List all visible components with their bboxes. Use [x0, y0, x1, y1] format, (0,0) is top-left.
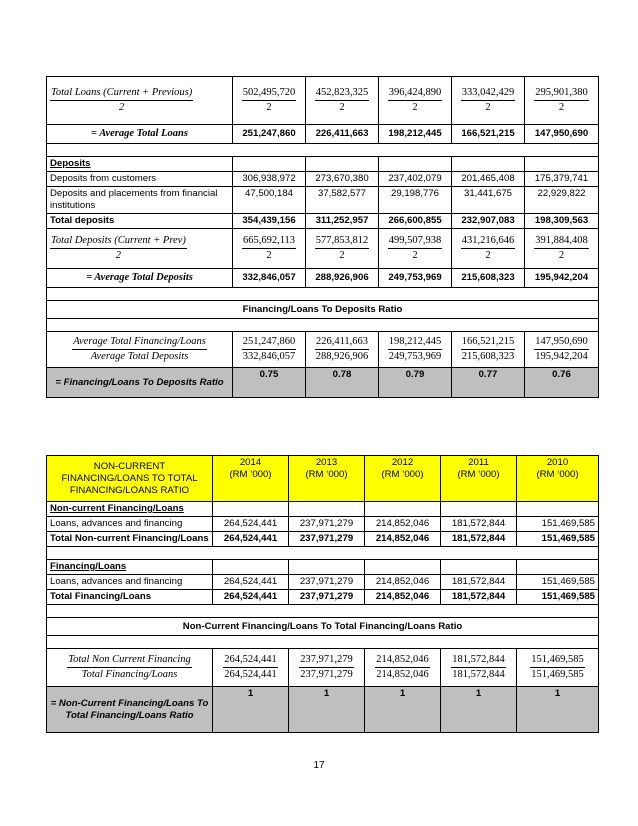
ratio-value: 1	[365, 687, 441, 733]
ratio-formula-row	[47, 649, 599, 687]
total-deposits-formula: $\frac{\text{Total Deposits (Current + Prev)}}{2}$	[47, 229, 233, 269]
ratio-heading-row	[47, 301, 599, 319]
value-cell: 264,524,441	[213, 517, 289, 532]
fraction-cell: $\frac{198,212,445}{249,753,969}$	[379, 332, 452, 368]
ratio-result-row	[47, 687, 599, 733]
ratio-formula-row	[47, 332, 599, 368]
fraction-cell: $\frac{431,216,646}{2}$	[452, 229, 525, 269]
ratio-value: 1	[213, 687, 289, 733]
ratio-value: 0.76	[525, 368, 599, 398]
fraction-cell: $\frac{214,852,046}{214,852,046}$	[365, 649, 441, 687]
value-cell: 332,846,057	[233, 269, 306, 288]
fraction-cell: $\frac{452,823,325}{2}$	[306, 77, 379, 125]
row-label: Deposits and placements from financial institutions	[47, 187, 233, 214]
fraction-cell: $\frac{251,247,860}{332,846,057}$	[233, 332, 306, 368]
year-header: 2012 (RM ‘000)	[365, 456, 441, 502]
ratio-formula: $\frac{\text{Average Total Financing/Loans}}{\text{Average Total Deposits}}$	[47, 332, 233, 368]
value-cell: 198,212,445	[379, 125, 452, 144]
financing-heading-row	[47, 560, 599, 575]
fraction-cell: $\frac{665,692,113}{2}$	[233, 229, 306, 269]
ratio-heading: Financing/Loans To Deposits Ratio	[47, 301, 599, 319]
value-cell: 264,524,441	[213, 575, 289, 590]
value-cell: 22,929,822	[525, 187, 599, 214]
value-cell: 181,572,844	[441, 575, 517, 590]
row-label: Total Financing/Loans	[47, 590, 213, 605]
row-label: Loans, advances and financing	[47, 517, 213, 532]
value-cell: 264,524,441	[213, 532, 289, 547]
value-cell: 195,942,204	[525, 269, 599, 288]
value-cell: 151,469,585	[517, 590, 599, 605]
spacer-row	[47, 319, 599, 332]
avg-total-deposits-row	[47, 269, 599, 288]
header-row	[47, 456, 599, 502]
page-number: 17	[313, 760, 325, 771]
deposits-heading: Deposits	[47, 157, 233, 172]
fraction-cell: $\frac{396,424,890}{2}$	[379, 77, 452, 125]
value-cell: 214,852,046	[365, 590, 441, 605]
section-heading: Non-current Financing/Loans	[47, 502, 213, 517]
year-header: 2010 (RM ‘000)	[517, 456, 599, 502]
value-cell: 175,379,741	[525, 172, 599, 187]
value-cell: 237,971,279	[289, 517, 365, 532]
value-cell: 237,971,279	[289, 590, 365, 605]
value-cell: 237,402,079	[379, 172, 452, 187]
ratio-formula: $\frac{\text{Total Non Current Financing}}{\text{Total Financing/Loans}}$	[47, 649, 213, 687]
ratio-result-label: = Financing/Loans To Deposits Ratio	[47, 368, 233, 398]
fraction-cell: $\frac{181,572,844}{181,572,844}$	[441, 649, 517, 687]
value-cell: 214,852,046	[365, 517, 441, 532]
ratio-value: 0.75	[233, 368, 306, 398]
value-cell: 215,608,323	[452, 269, 525, 288]
row-label: Total deposits	[47, 214, 233, 229]
fraction-cell: $\frac{499,507,938}{2}$	[379, 229, 452, 269]
value-cell: 273,670,380	[306, 172, 379, 187]
value-cell: 306,938,972	[233, 172, 306, 187]
row-label: Loans, advances and financing	[47, 575, 213, 590]
fraction-cell: $\frac{295,901,380}{2}$	[525, 77, 599, 125]
avg-total-loans-label: = Average Total Loans	[47, 125, 233, 144]
year-header: 2011 (RM ‘000)	[441, 456, 517, 502]
table-title: NON-CURRENT FINANCING/LOANS TO TOTAL FINANCING/LOANS RATIO	[47, 456, 213, 502]
value-cell: 151,469,585	[517, 532, 599, 547]
value-cell: 151,469,585	[517, 517, 599, 532]
total-loans-formula-row	[47, 77, 599, 125]
loans-advances-row	[47, 517, 599, 532]
ratio-value: 0.78	[306, 368, 379, 398]
spacer-row	[47, 547, 599, 560]
value-cell: 37,582,577	[306, 187, 379, 214]
spacer-row	[47, 144, 599, 157]
value-cell: 181,572,844	[441, 532, 517, 547]
row-label: Deposits from customers	[47, 172, 233, 187]
deposits-customers-row	[47, 172, 599, 187]
ratio-result-label: = Non-Current Financing/Loans To Total Financing/Loans Ratio	[47, 687, 213, 733]
ratio-value: 1	[289, 687, 365, 733]
ratio-result-row	[47, 368, 599, 398]
value-cell: 166,521,215	[452, 125, 525, 144]
year-header: 2013 (RM ‘000)	[289, 456, 365, 502]
value-cell: 181,572,844	[441, 517, 517, 532]
value-cell: 251,247,860	[233, 125, 306, 144]
loans-advances2-row	[47, 575, 599, 590]
ratio-heading: Non-Current Financing/Loans To Total Financing/Loans Ratio	[47, 618, 599, 636]
noncurrent-financing-table	[46, 455, 599, 733]
noncurrent-heading-row	[47, 502, 599, 517]
value-cell: 237,971,279	[289, 532, 365, 547]
value-cell: 201,465,408	[452, 172, 525, 187]
fraction-cell: $\frac{577,853,812}{2}$	[306, 229, 379, 269]
value-cell: 151,469,585	[517, 575, 599, 590]
avg-total-loans-row	[47, 125, 599, 144]
fraction-cell: $\frac{147,950,690}{195,942,204}$	[525, 332, 599, 368]
financing-deposits-table	[46, 76, 599, 398]
value-cell: 29,198,776	[379, 187, 452, 214]
total-financing-row	[47, 590, 599, 605]
ratio-heading-row	[47, 618, 599, 636]
spacer-row	[47, 605, 599, 618]
spacer-row	[47, 288, 599, 301]
value-cell: 198,309,563	[525, 214, 599, 229]
value-cell: 264,524,441	[213, 590, 289, 605]
row-label: Total Non-current Financing/Loans	[47, 532, 213, 547]
fraction-cell: $\frac{166,521,215}{215,608,323}$	[452, 332, 525, 368]
value-cell: 47,500,184	[233, 187, 306, 214]
value-cell: 237,971,279	[289, 575, 365, 590]
total-noncurrent-row	[47, 532, 599, 547]
value-cell: 266,600,855	[379, 214, 452, 229]
year-header: 2014 (RM ‘000)	[213, 456, 289, 502]
fraction-cell: $\frac{226,411,663}{288,926,906}$	[306, 332, 379, 368]
value-cell: 226,411,663	[306, 125, 379, 144]
spacer-row	[47, 636, 599, 649]
total-deposits-formula-row	[47, 229, 599, 269]
avg-total-deposits-label: = Average Total Deposits	[47, 269, 233, 288]
fraction-cell: $\frac{151,469,585}{151,469,585}$	[517, 649, 599, 687]
fraction-cell: $\frac{391,884,408}{2}$	[525, 229, 599, 269]
value-cell: 214,852,046	[365, 575, 441, 590]
fraction-cell: $\frac{502,495,720}{2}$	[233, 77, 306, 125]
value-cell: 249,753,969	[379, 269, 452, 288]
deposits-placements-row	[47, 187, 599, 214]
value-cell: 147,950,690	[525, 125, 599, 144]
fraction-cell: $\frac{264,524,441}{264,524,441}$	[213, 649, 289, 687]
fraction-cell: $\frac{333,042,429}{2}$	[452, 77, 525, 125]
ratio-value: 0.77	[452, 368, 525, 398]
total-loans-formula: $\frac{\text{Total Loans (Current + Previous)}}{2}$	[47, 77, 233, 125]
section-heading: Financing/Loans	[47, 560, 213, 575]
value-cell: 288,926,906	[306, 269, 379, 288]
total-deposits-row	[47, 214, 599, 229]
value-cell: 214,852,046	[365, 532, 441, 547]
ratio-value: 1	[517, 687, 599, 733]
deposits-heading-row	[47, 157, 599, 172]
value-cell: 181,572,844	[441, 590, 517, 605]
value-cell: 354,439,156	[233, 214, 306, 229]
value-cell: 311,252,957	[306, 214, 379, 229]
ratio-value: 1	[441, 687, 517, 733]
value-cell: 232,907,083	[452, 214, 525, 229]
ratio-value: 0.79	[379, 368, 452, 398]
fraction-cell: $\frac{237,971,279}{237,971,279}$	[289, 649, 365, 687]
value-cell: 31,441,675	[452, 187, 525, 214]
